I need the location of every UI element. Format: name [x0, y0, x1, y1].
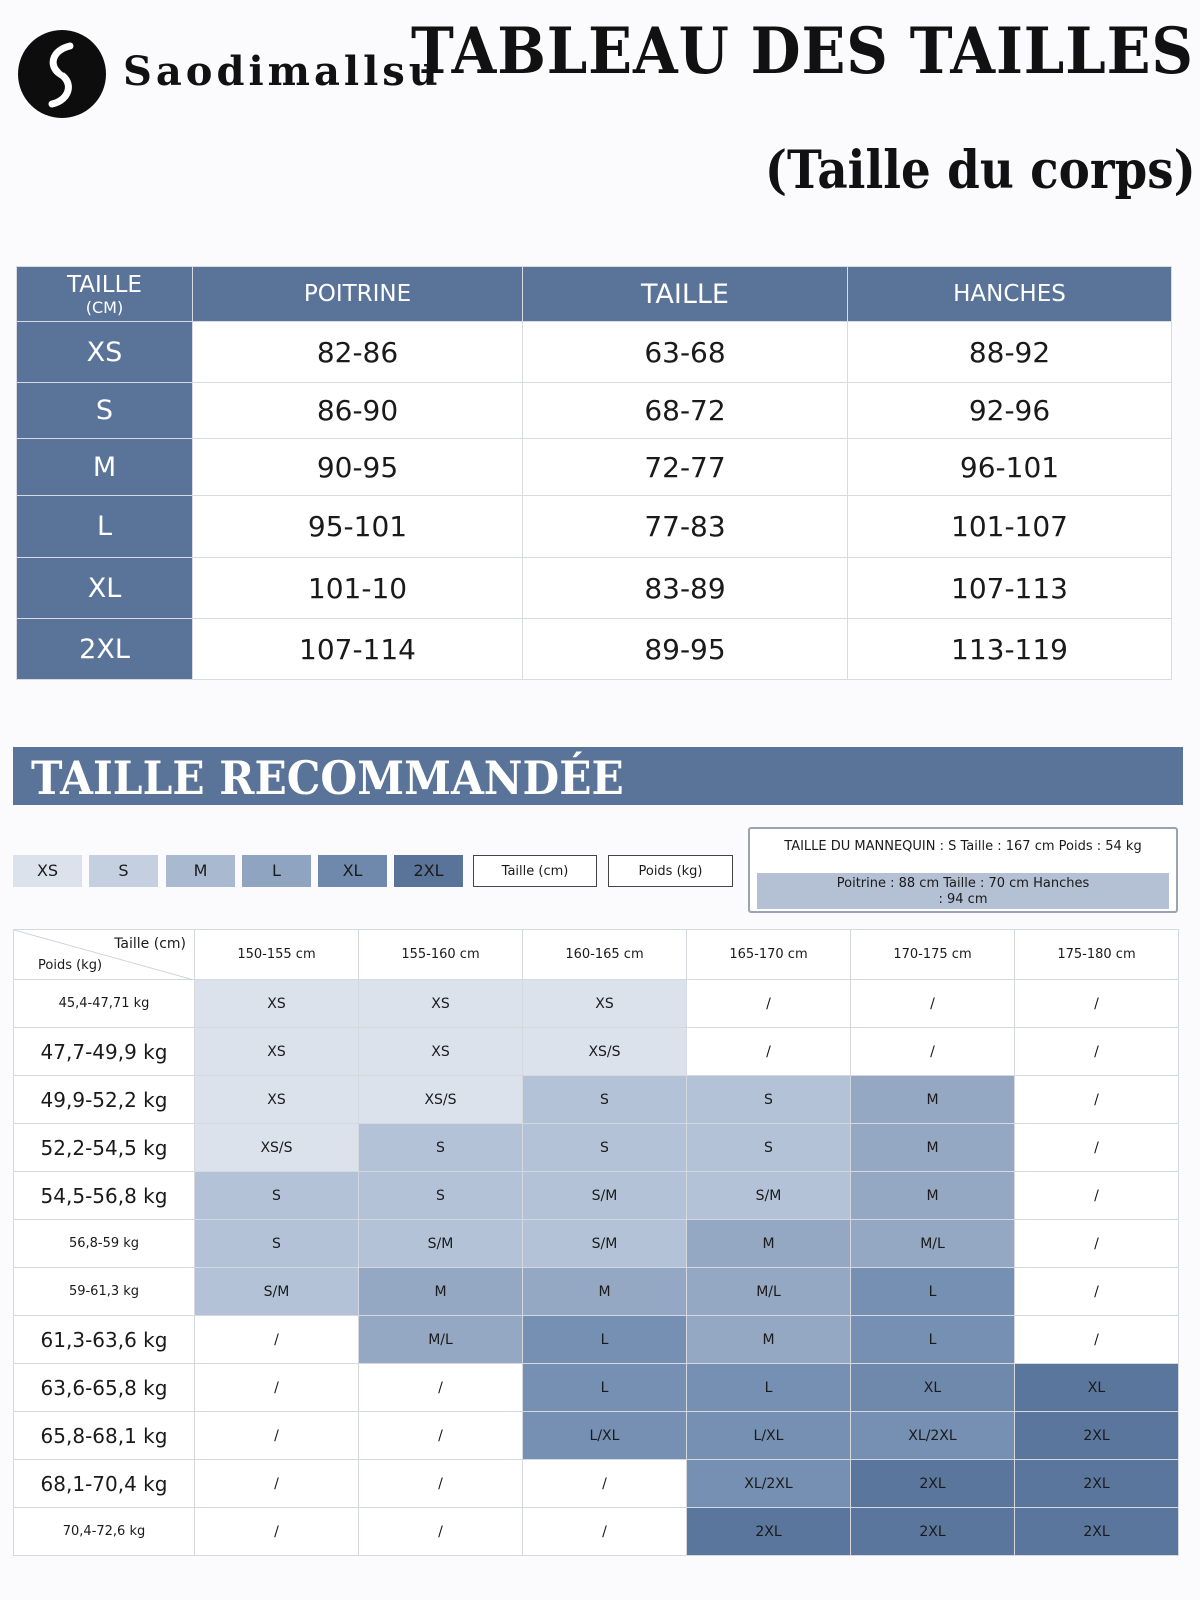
- recommended-size-banner: [13, 747, 1183, 805]
- legend-swatch: L: [242, 855, 311, 887]
- recommended-size-cell: S: [359, 1172, 523, 1220]
- recommended-size-cell: XS/S: [195, 1124, 359, 1172]
- recommended-size-cell: /: [1015, 1220, 1179, 1268]
- size-label: S: [17, 383, 193, 439]
- weight-label: 52,2-54,5 kg: [14, 1124, 195, 1172]
- recommended-size-cell: /: [1015, 1124, 1179, 1172]
- size-table-header-row: [17, 267, 1172, 322]
- hips-header: HANCHES: [848, 267, 1172, 322]
- weight-label: 47,7-49,9 kg: [14, 1028, 195, 1076]
- legend-swatch: 2XL: [394, 855, 463, 887]
- weight-row: [14, 1508, 1179, 1556]
- recommended-size-cell: /: [687, 1028, 851, 1076]
- recommended-size-cell: L: [851, 1268, 1015, 1316]
- recommended-size-cell: /: [195, 1316, 359, 1364]
- recommended-size-cell: XS: [195, 980, 359, 1028]
- recommended-size-cell: /: [359, 1364, 523, 1412]
- recommended-size-cell: /: [687, 980, 851, 1028]
- recommended-size-cell: S: [523, 1124, 687, 1172]
- recommended-size-cell: M: [687, 1316, 851, 1364]
- size-label: L: [17, 496, 193, 558]
- size-label: XS: [17, 322, 193, 383]
- weight-row: [14, 1316, 1179, 1364]
- legend-weight: Poids (kg): [608, 855, 733, 887]
- waist-value: 83-89: [523, 558, 848, 619]
- recommended-size-cell: XS/S: [523, 1028, 687, 1076]
- recommended-size-cell: 2XL: [687, 1508, 851, 1556]
- hips-value: 88-92: [848, 322, 1172, 383]
- recommended-size-cell: 2XL: [1015, 1460, 1179, 1508]
- weight-label: 45,4-47,71 kg: [14, 980, 195, 1028]
- waist-header: TAILLE: [523, 267, 848, 322]
- brand-logo: [18, 30, 106, 118]
- recommended-size-cell: XL: [1015, 1364, 1179, 1412]
- recommended-size-cell: S/M: [195, 1268, 359, 1316]
- brand-name: Saodimallsu: [123, 48, 442, 95]
- recommended-size-cell: S/M: [523, 1172, 687, 1220]
- recommended-size-cell: S/M: [687, 1172, 851, 1220]
- brand-logo-mark-icon: [18, 30, 106, 118]
- chest-value: 95-101: [193, 496, 523, 558]
- weight-label: 49,9-52,2 kg: [14, 1076, 195, 1124]
- recommended-size-cell: M/L: [359, 1316, 523, 1364]
- height-col-1: 155-160 cm: [359, 930, 523, 980]
- recommended-size-cell: /: [195, 1364, 359, 1412]
- recommended-size-cell: M: [851, 1076, 1015, 1124]
- chest-header: POITRINE: [193, 267, 523, 322]
- size-row: [17, 383, 1172, 439]
- recommended-size-cell: M: [851, 1172, 1015, 1220]
- weight-label: 59-61,3 kg: [14, 1268, 195, 1316]
- recommended-size-cell: L: [687, 1364, 851, 1412]
- chest-value: 86-90: [193, 383, 523, 439]
- recommended-size-cell: 2XL: [851, 1460, 1015, 1508]
- recommended-size-cell: 2XL: [1015, 1508, 1179, 1556]
- weight-row: [14, 1460, 1179, 1508]
- size-header-unit: (CM): [85, 297, 124, 317]
- waist-value: 77-83: [523, 496, 848, 558]
- recommended-size-cell: XS: [359, 1028, 523, 1076]
- weight-label: 63,6-65,8 kg: [14, 1364, 195, 1412]
- hips-value: 101-107: [848, 496, 1172, 558]
- recommended-size-cell: S: [195, 1220, 359, 1268]
- recommended-size-cell: /: [523, 1508, 687, 1556]
- mannequin-measurements: [757, 873, 1169, 909]
- height-col-3: 165-170 cm: [687, 930, 851, 980]
- rec-corner-cell: [14, 930, 195, 980]
- rec-corner-height-label: Taille (cm): [114, 936, 186, 952]
- size-label: XL: [17, 558, 193, 619]
- weight-row: [14, 1124, 1179, 1172]
- recommended-size-cell: /: [195, 1412, 359, 1460]
- page-subtitle: (Taille du corps): [765, 140, 1196, 201]
- legend-swatch: XS: [13, 855, 82, 887]
- recommended-size-cell: /: [359, 1412, 523, 1460]
- recommended-size-cell: /: [523, 1460, 687, 1508]
- weight-label: 68,1-70,4 kg: [14, 1460, 195, 1508]
- recommended-size-cell: /: [1015, 1172, 1179, 1220]
- recommended-size-cell: 2XL: [851, 1508, 1015, 1556]
- weight-row: [14, 1220, 1179, 1268]
- recommended-size-cell: S: [195, 1172, 359, 1220]
- recommended-size-cell: L/XL: [523, 1412, 687, 1460]
- recommended-size-cell: /: [851, 980, 1015, 1028]
- legend-swatch: XL: [318, 855, 387, 887]
- height-col-2: 160-165 cm: [523, 930, 687, 980]
- chest-value: 107-114: [193, 619, 523, 680]
- weight-label: 65,8-68,1 kg: [14, 1412, 195, 1460]
- chest-value: 101-10: [193, 558, 523, 619]
- recommended-size-cell: L: [523, 1364, 687, 1412]
- recommended-size-title: TAILLE RECOMMANDÉE: [31, 751, 624, 805]
- height-col-0: 150-155 cm: [195, 930, 359, 980]
- rec-table-body: [14, 980, 1179, 1556]
- recommended-size-cell: /: [359, 1508, 523, 1556]
- recommended-size-cell: /: [359, 1460, 523, 1508]
- recommended-size-cell: XS: [359, 980, 523, 1028]
- weight-label: 70,4-72,6 kg: [14, 1508, 195, 1556]
- recommended-size-cell: /: [195, 1460, 359, 1508]
- recommended-size-cell: S: [359, 1124, 523, 1172]
- recommended-size-cell: M: [851, 1124, 1015, 1172]
- weight-row: [14, 1268, 1179, 1316]
- waist-value: 68-72: [523, 383, 848, 439]
- height-col-5: 175-180 cm: [1015, 930, 1179, 980]
- recommended-size-cell: /: [1015, 1028, 1179, 1076]
- size-row: [17, 322, 1172, 383]
- recommended-size-cell: L: [523, 1316, 687, 1364]
- recommended-size-cell: /: [1015, 1076, 1179, 1124]
- size-header-cell: [17, 267, 193, 322]
- size-row: [17, 439, 1172, 496]
- size-header-label: TAILLE: [67, 271, 142, 298]
- recommendation-table: [13, 929, 1179, 1556]
- page-title: TABLEAU DES TAILLES: [411, 14, 1194, 89]
- waist-value: 89-95: [523, 619, 848, 680]
- waist-value: 63-68: [523, 322, 848, 383]
- weight-row: [14, 1028, 1179, 1076]
- body-size-table: [16, 266, 1172, 680]
- recommended-size-cell: S: [523, 1076, 687, 1124]
- rec-header-row: [14, 930, 1179, 980]
- chest-value: 82-86: [193, 322, 523, 383]
- recommended-size-cell: /: [851, 1028, 1015, 1076]
- recommended-size-cell: M/L: [851, 1220, 1015, 1268]
- recommended-size-cell: 2XL: [1015, 1412, 1179, 1460]
- size-label: M: [17, 439, 193, 496]
- recommended-size-cell: L/XL: [687, 1412, 851, 1460]
- recommended-size-cell: XS: [195, 1028, 359, 1076]
- hips-value: 113-119: [848, 619, 1172, 680]
- weight-row: [14, 1364, 1179, 1412]
- weight-row: [14, 1412, 1179, 1460]
- rec-corner-weight-label: Poids (kg): [38, 958, 103, 973]
- recommended-size-cell: XL: [851, 1364, 1015, 1412]
- recommended-size-cell: /: [1015, 1316, 1179, 1364]
- mannequin-measurements-line1: Poitrine : 88 cm Taille : 70 cm Hanches: [836, 876, 1090, 891]
- recommended-size-cell: M: [359, 1268, 523, 1316]
- chest-value: 90-95: [193, 439, 523, 496]
- hips-value: 92-96: [848, 383, 1172, 439]
- size-table-body: [17, 322, 1172, 680]
- recommended-size-cell: XS/S: [359, 1076, 523, 1124]
- recommended-size-cell: M/L: [687, 1268, 851, 1316]
- size-row: [17, 496, 1172, 558]
- size-row: [17, 619, 1172, 680]
- hips-value: 107-113: [848, 558, 1172, 619]
- mannequin-size-line: TAILLE DU MANNEQUIN : S Taille : 167 cm Poids : 54 kg: [784, 839, 1142, 854]
- weight-row: [14, 1076, 1179, 1124]
- recommended-size-cell: XL/2XL: [851, 1412, 1015, 1460]
- recommended-size-cell: XS: [523, 980, 687, 1028]
- recommended-size-cell: L: [851, 1316, 1015, 1364]
- height-col-4: 170-175 cm: [851, 930, 1015, 980]
- recommended-size-cell: XL/2XL: [687, 1460, 851, 1508]
- weight-label: 56,8-59 kg: [14, 1220, 195, 1268]
- recommended-size-cell: /: [1015, 980, 1179, 1028]
- recommended-size-cell: M: [523, 1268, 687, 1316]
- recommended-size-cell: S: [687, 1076, 851, 1124]
- weight-row: [14, 1172, 1179, 1220]
- recommended-size-cell: S/M: [359, 1220, 523, 1268]
- weight-label: 61,3-63,6 kg: [14, 1316, 195, 1364]
- waist-value: 72-77: [523, 439, 848, 496]
- legend-swatch: S: [89, 855, 158, 887]
- size-row: [17, 558, 1172, 619]
- weight-label: 54,5-56,8 kg: [14, 1172, 195, 1220]
- recommended-size-cell: S: [687, 1124, 851, 1172]
- weight-row: [14, 980, 1179, 1028]
- mannequin-info-box: [748, 827, 1178, 913]
- size-label: 2XL: [17, 619, 193, 680]
- legend-swatch: M: [166, 855, 235, 887]
- hips-value: 96-101: [848, 439, 1172, 496]
- recommended-size-cell: /: [195, 1508, 359, 1556]
- recommended-size-cell: M: [687, 1220, 851, 1268]
- legend-height: Taille (cm): [473, 855, 597, 887]
- recommended-size-cell: XS: [195, 1076, 359, 1124]
- recommended-size-cell: /: [1015, 1268, 1179, 1316]
- recommended-size-cell: S/M: [523, 1220, 687, 1268]
- mannequin-measurements-line2: : 94 cm: [938, 892, 988, 907]
